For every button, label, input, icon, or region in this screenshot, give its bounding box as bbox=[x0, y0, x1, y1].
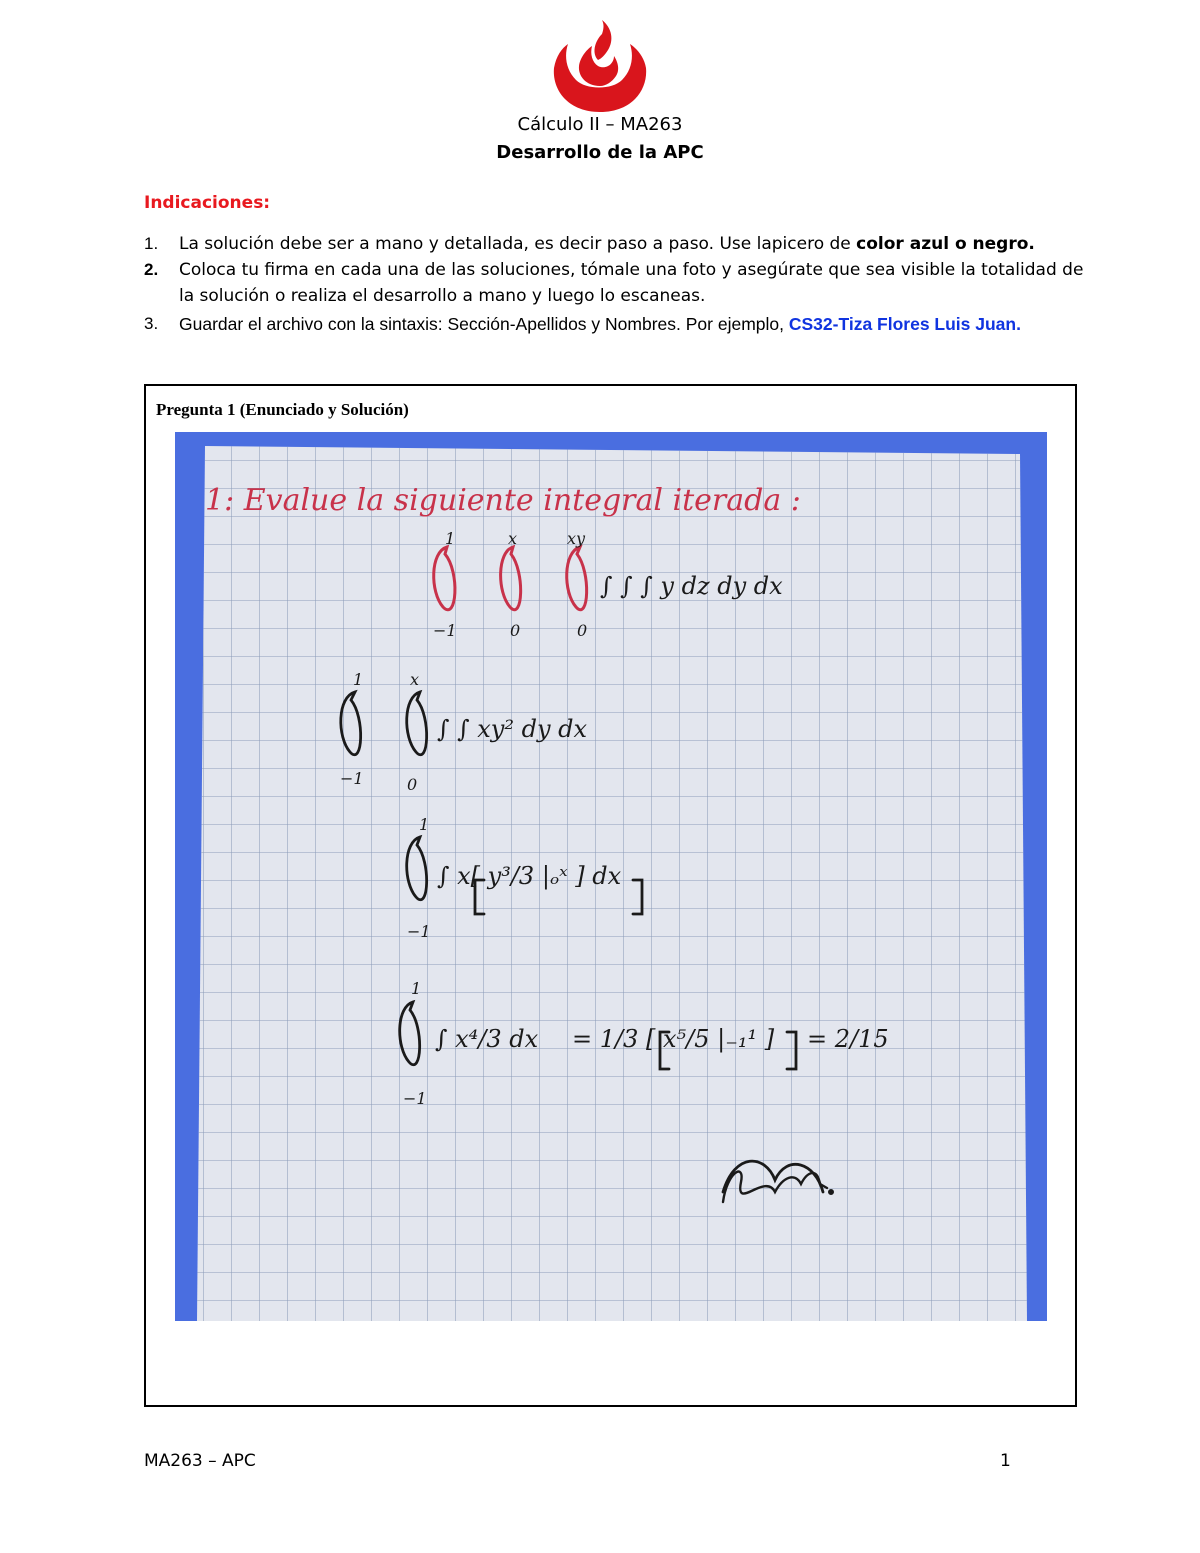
limit-text: 0 bbox=[407, 775, 418, 794]
instruction-number: 2. bbox=[144, 260, 159, 279]
handwritten-step-3: ∫ x[ y³/3 |ₒˣ ] dx bbox=[437, 862, 622, 890]
instructions-heading: Indicaciones: bbox=[144, 193, 271, 213]
limit-text: 1 bbox=[445, 529, 456, 548]
limit-text: −1 bbox=[340, 769, 364, 788]
instruction-text: Coloca tu firma en cada una de las soluciones, tómale una foto y asegúrate que sea visible la totalidad de la solución o realiza el desarrollo a mano y luego lo escaneas. bbox=[179, 260, 1084, 306]
handwritten-step-4-lhs: ∫ x⁴/3 dx bbox=[435, 1025, 539, 1053]
limit-text: x bbox=[508, 529, 518, 548]
limit-text: 0 bbox=[577, 621, 588, 640]
instruction-item-1 bbox=[144, 231, 1084, 257]
limit-text: 0 bbox=[510, 621, 521, 640]
instruction-number: 3. bbox=[144, 314, 159, 333]
upc-logo bbox=[546, 20, 654, 115]
limit-text: 1 bbox=[353, 670, 364, 689]
limit-text: 1 bbox=[411, 979, 422, 998]
instruction-item-2 bbox=[144, 257, 1084, 309]
instruction-emphasis: color azul o negro. bbox=[856, 234, 1035, 254]
handwritten-statement: 1: Evalue la siguiente integral iterada : bbox=[205, 483, 801, 518]
instruction-item-3 bbox=[144, 311, 1084, 337]
filename-example: CS32-Tiza Flores Luis Juan. bbox=[788, 314, 1021, 334]
page-number: 1 bbox=[1000, 1451, 1011, 1471]
handwritten-step-4-mid: = 1/3 [ x⁵/5 |₋₁¹ ] bbox=[572, 1025, 775, 1053]
limit-text: x bbox=[410, 670, 420, 689]
footer-course-code: MA263 – APC bbox=[144, 1451, 256, 1471]
handwritten-step-1: ∫ ∫ ∫ y dz dy dx bbox=[600, 572, 783, 600]
limit-text: −1 bbox=[407, 922, 431, 941]
limit-text: −1 bbox=[433, 621, 457, 640]
handwritten-result: = 2/15 bbox=[807, 1025, 889, 1053]
limit-text: 1 bbox=[419, 815, 430, 834]
limit-text: xy bbox=[567, 529, 586, 548]
solution-photo bbox=[175, 432, 1047, 1321]
course-title: Cálculo II – MA263 bbox=[517, 114, 683, 135]
document-title: Desarrollo de la APC bbox=[496, 142, 704, 163]
limit-text: −1 bbox=[403, 1089, 427, 1108]
question-title: Pregunta 1 (Enunciado y Solución) bbox=[156, 400, 409, 419]
handwritten-step-2: ∫ ∫ xy² dy dx bbox=[437, 715, 588, 743]
instruction-text: La solución debe ser a mano y detallada, es decir paso a paso. Use lapicero de bbox=[179, 234, 857, 254]
instruction-text: Guardar el archivo con la sintaxis: Sección-Apellidos y Nombres. Por ejemplo, bbox=[179, 314, 789, 334]
instruction-number: 1. bbox=[144, 234, 159, 253]
